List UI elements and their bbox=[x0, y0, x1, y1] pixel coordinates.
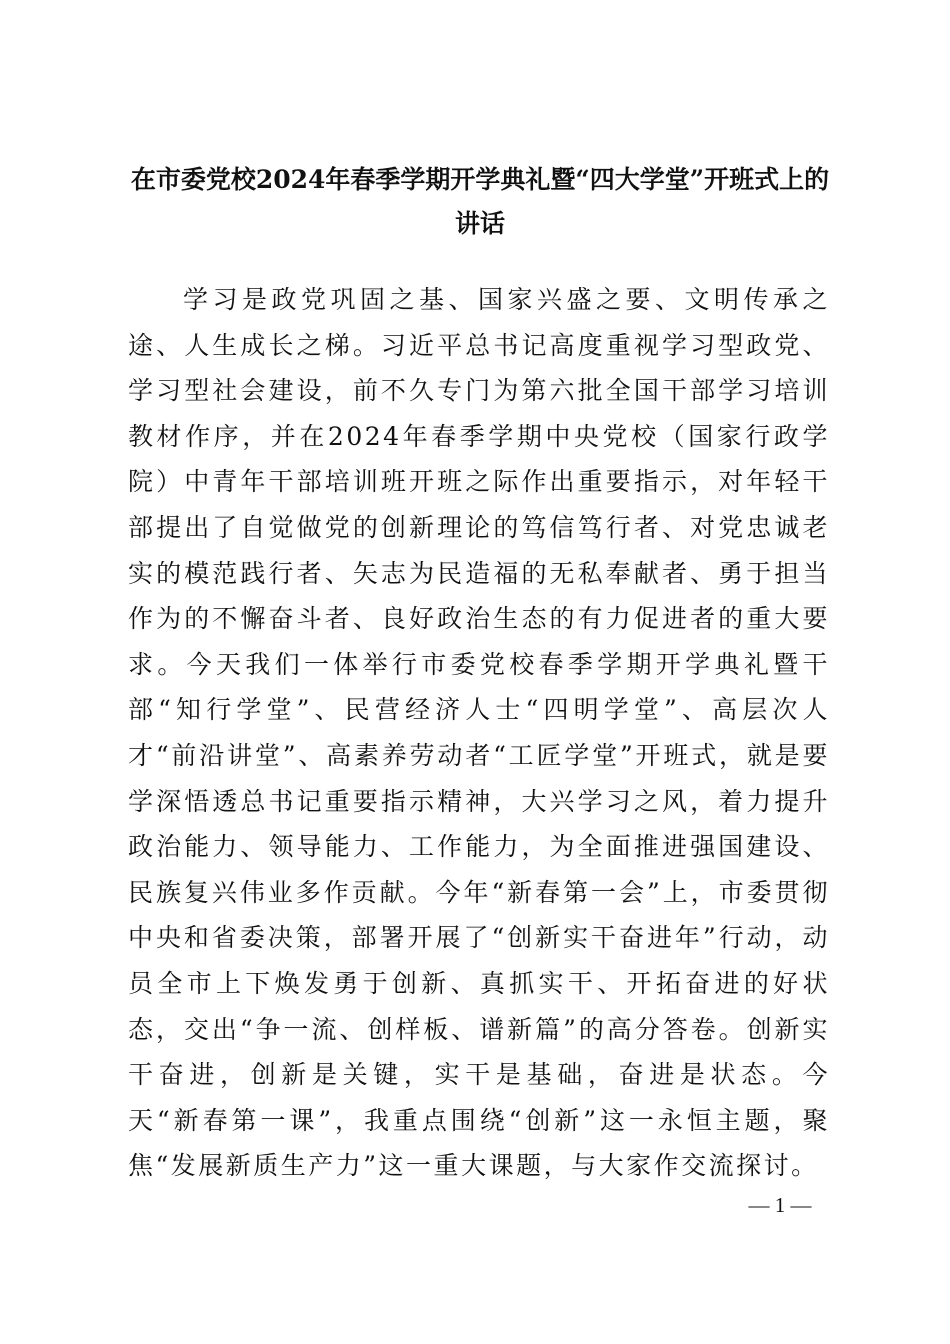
body-paragraph: 学习是政党巩固之基、国家兴盛之要、文明传承之途、人生成长之梯。习近平总书记高度重视学习型政党、学习型社会建设，前不久专门为第六批全国干部学习培训教材作序，并在2024年春季学期中央党校（国家行政学院）中青年干部培训班开班之际作出重要指示，对年轻干部提出了自觉做党的创新理论的笃信笃行者、对党忠诚老实的模范践行者、矢志为民造福的无私奉献者、勇于担当作为的不懈奋斗者、良好政治生态的有力促进者的重大要求。今天我们一体举行市委党校春季学期开学典礼暨干部“知行学堂”、民营经济人士“四明学堂”、高层次人才“前沿讲堂”、高素养劳动者“工匠学堂”开班式，就是要学深悟透总书记重要指示精神，大兴学习之风，着力提升政治能力、领导能力、工作能力，为全面推进强国建设、民族复兴伟业多作贡献。今年“新春第一会”上，市委贯彻中央和省委决策，部署开展了“创新实干奋进年”行动，动员全市上下焕发勇于创新、真抓实干、开拓奋进的好状态，交出“争一流、创样板、谱新篇”的高分答卷。创新实干奋进，创新是关键，实干是基础，奋进是状态。今天“新春第一课”，我重点围绕“创新”这一永恒主题，聚焦“发展新质生产力”这一重大课题，与大家作交流探讨。 bbox=[128, 285, 830, 1181]
page-number: — 1 — bbox=[748, 1193, 812, 1217]
document-title: 在市委党校2024年春季学期开学典礼暨“四大学堂”开班式上的讲话 bbox=[130, 165, 830, 238]
